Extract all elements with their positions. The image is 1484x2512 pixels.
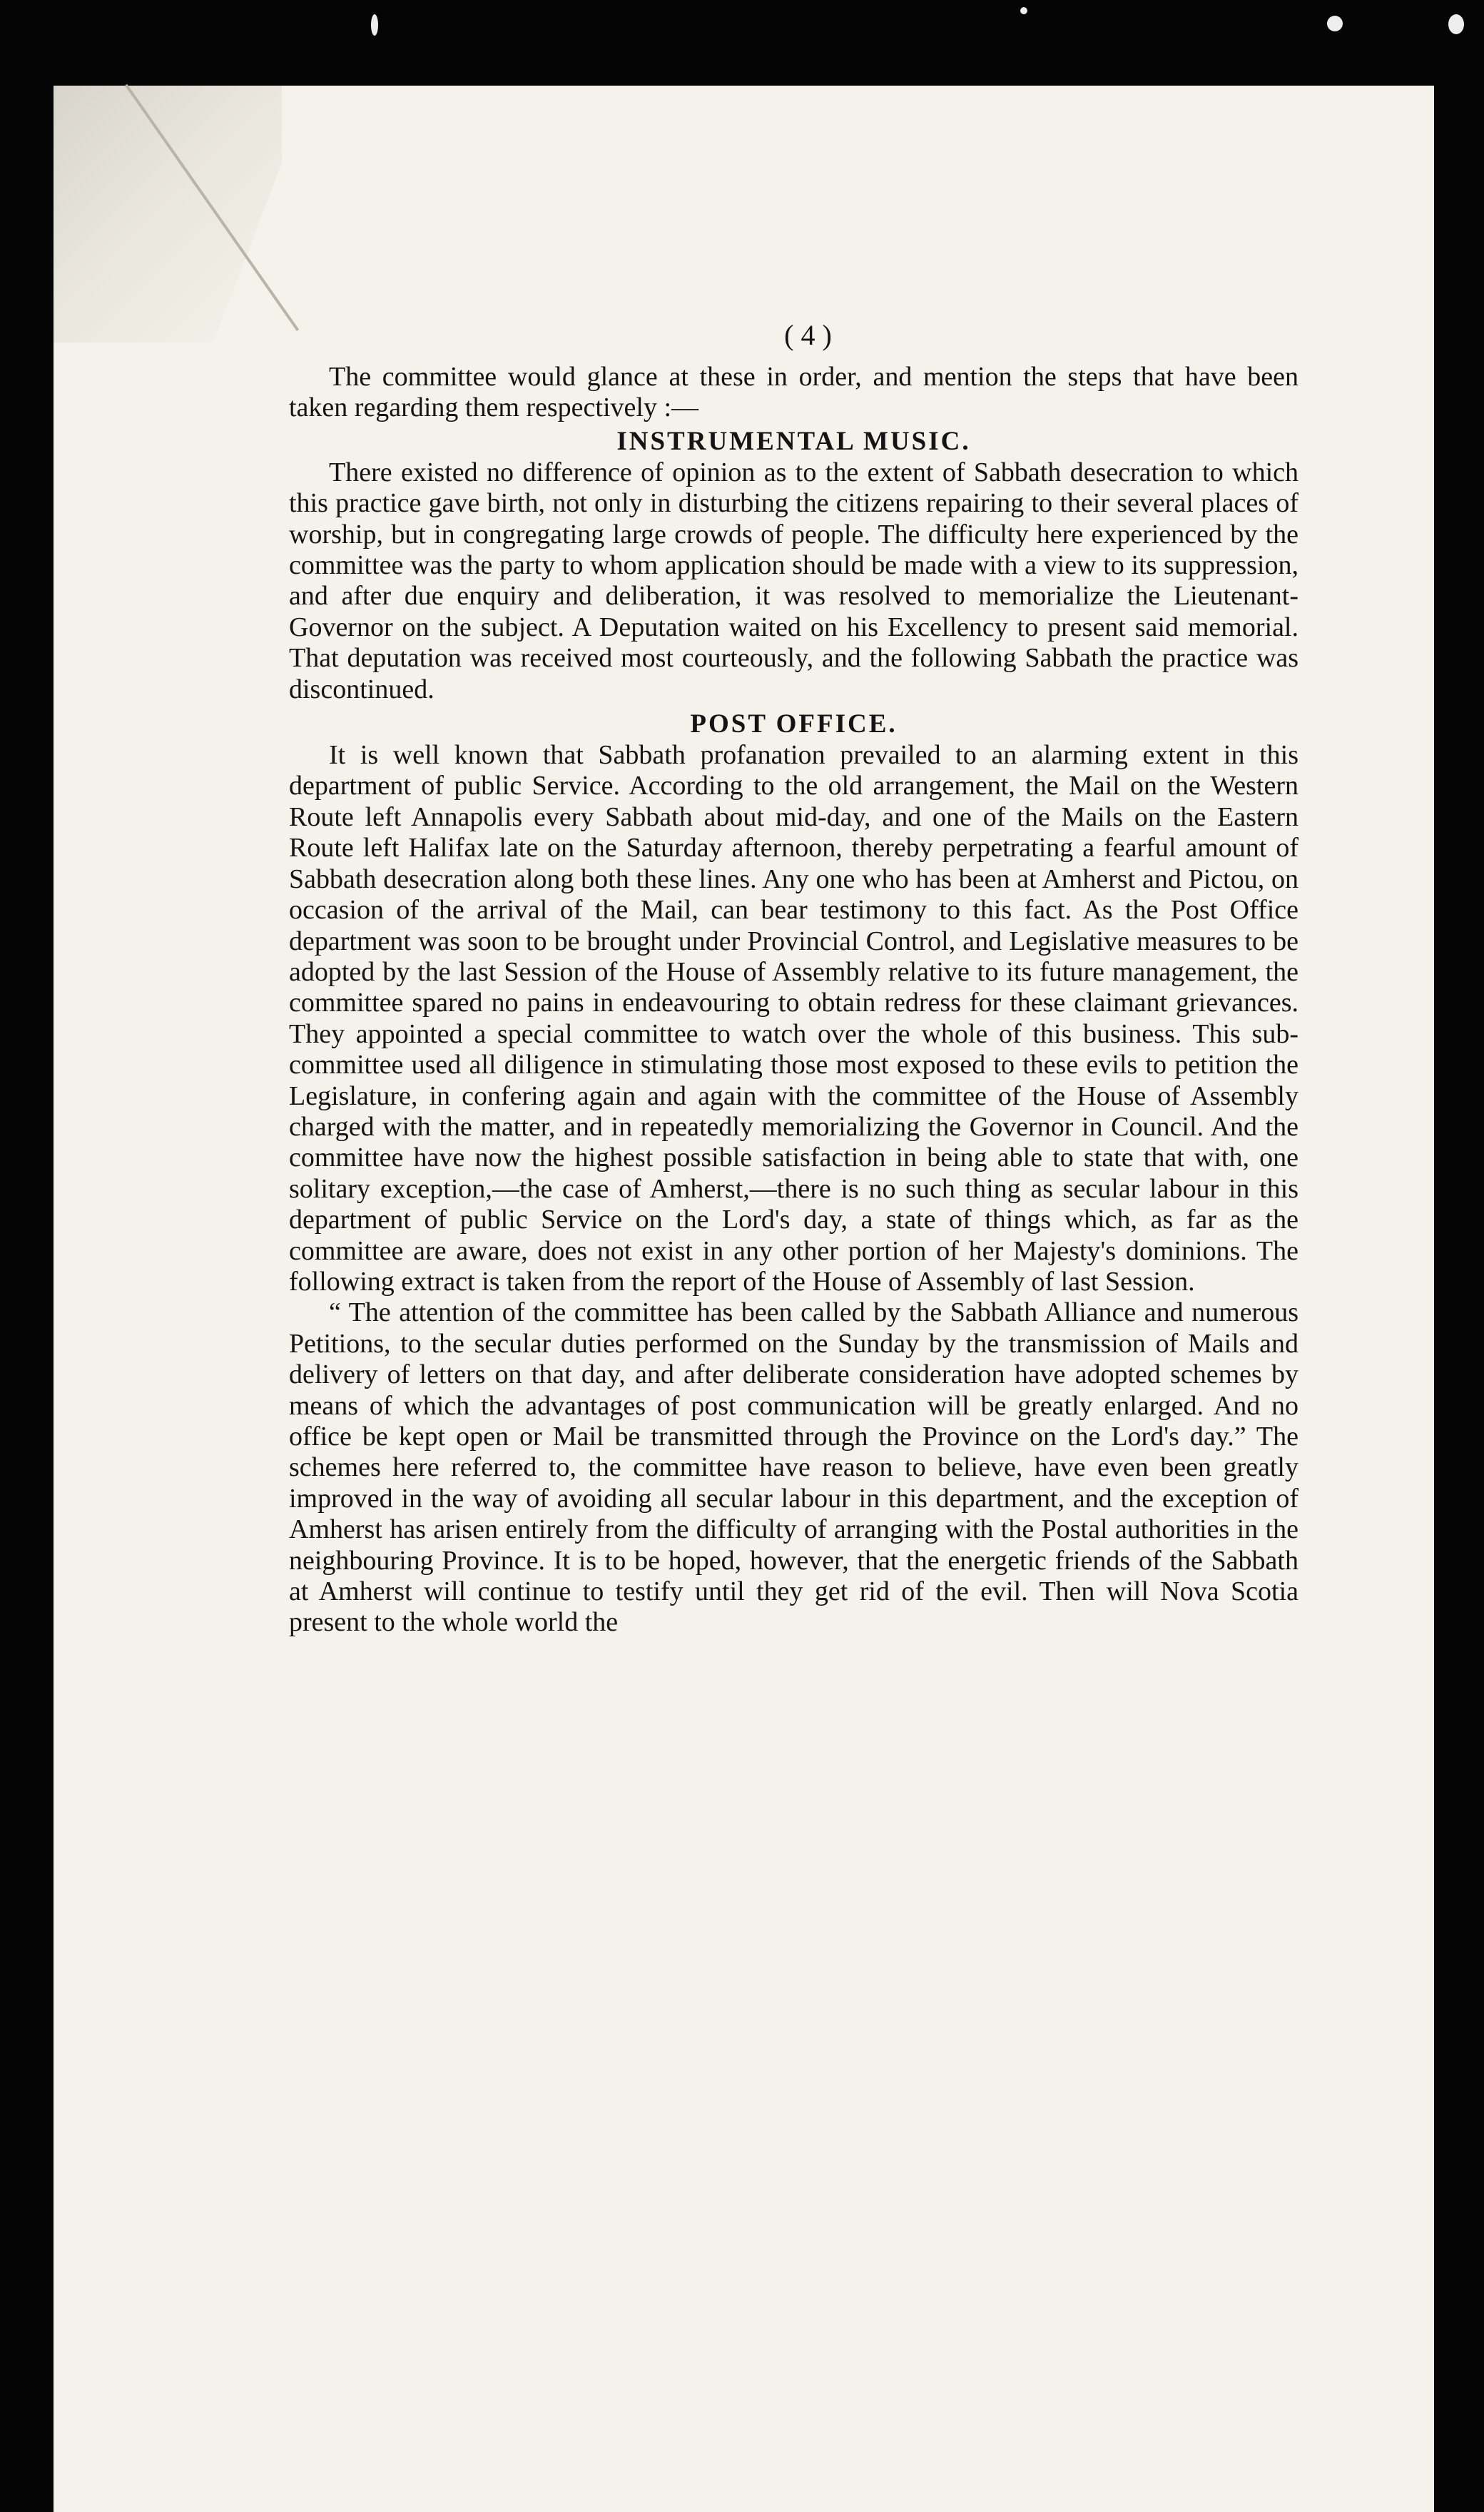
post-office-paragraph: It is well known that Sabbath profanation prevailed to an alarming extent in this department of public Service. According to the old arrangement, the Mail on the Western Route left Annapolis every Sabbath about mid-day, and one of the Mails on the Eastern Route left Halifax late on the Saturday afternoon, thereby perpetrating a fearful amount of Sabbath desecration along both these lines. Any one who has been at Amherst and Pictou, on occasion of the arrival of the Mail, can bear testimony to this fact. As the Post Office department was soon to be brought under Provincial Control, and Legislative measures to be adopted by the last Session of the House of Assembly relative to its future management, the committee spared no pains in endeavouring to obtain redress for these claimant grievances. They appointed a special committee to watch over the whole of this business. This sub-committee used all diligence in stimulating those most exposed to these evils to petition the Legislature, in confering again and again with the committee of the House of Assembly charged with the matter, and in repeatedly memorializing the Governor in Council. And the committee have now the highest possible satisfaction in being able to state that with, one solitary exception,—the case of Amherst,—there is no such thing as secular labour in this department of public Service on the Lord's day, a state of things which, as far as the committee are aware, does not exist in any other portion of her Majesty's dominions. The following extract is taken from the report of the House of Assembly of last Session. [289, 740, 1298, 1297]
intro-paragraph: The committee would glance at these in order, and mention the steps that have been taken regarding them respectively :— [289, 362, 1298, 423]
section-heading-post-office: POST OFFICE. [690, 709, 898, 739]
scan-speck [1448, 14, 1464, 34]
scan-speck [1327, 16, 1343, 31]
instrumental-music-paragraph: There existed no difference of opinion as to the extent of Sabbath desecration to which this practice gave birth, not only in disturbing the citizens repairing to their several places of worship, but in congregating large crowds of people. The difficulty here experienced by the committee was the party to whom application should be made with a view to its suppression, and after due enquiry and deliberation, it was resolved to memorialize the Lieutenant-Governor on the subject. A Deputation waited on his Excellency to present said memorial. That deputation was received most courteously, and the following Sabbath the practice was discontinued. [289, 457, 1298, 704]
post-office-quote-paragraph: “ The attention of the committee has been called by the Sabbath Alliance and numerous Petitions, to the secular duties performed on the Sunday by the transmission of Mails and delivery of letters on that day, and after deliberate consideration have adopted schemes by means of which the advantages of post communication will be greatly enlarged. And no office be kept open or Mail be transmitted through the Province on the Lord's day.” The schemes here referred to, the committee have reason to believe, have even been greatly improved in the way of avoiding all secular labour in this department, and the exception of Amherst has arisen entirely from the difficulty of arranging with the Postal authorities in the neighbouring Province. It is to be hoped, however, that the energetic friends of the Sabbath at Amherst will continue to testify until they get rid of the evil. Then will Nova Scotia present to the whole world the [289, 1297, 1298, 1638]
page-body [289, 318, 1298, 1639]
section-heading-instrumental-music: INSTRUMENTAL MUSIC. [616, 426, 971, 456]
scan-speck [371, 14, 378, 36]
page-number: ( 4 ) [784, 319, 832, 351]
scan-speck [1020, 7, 1027, 14]
